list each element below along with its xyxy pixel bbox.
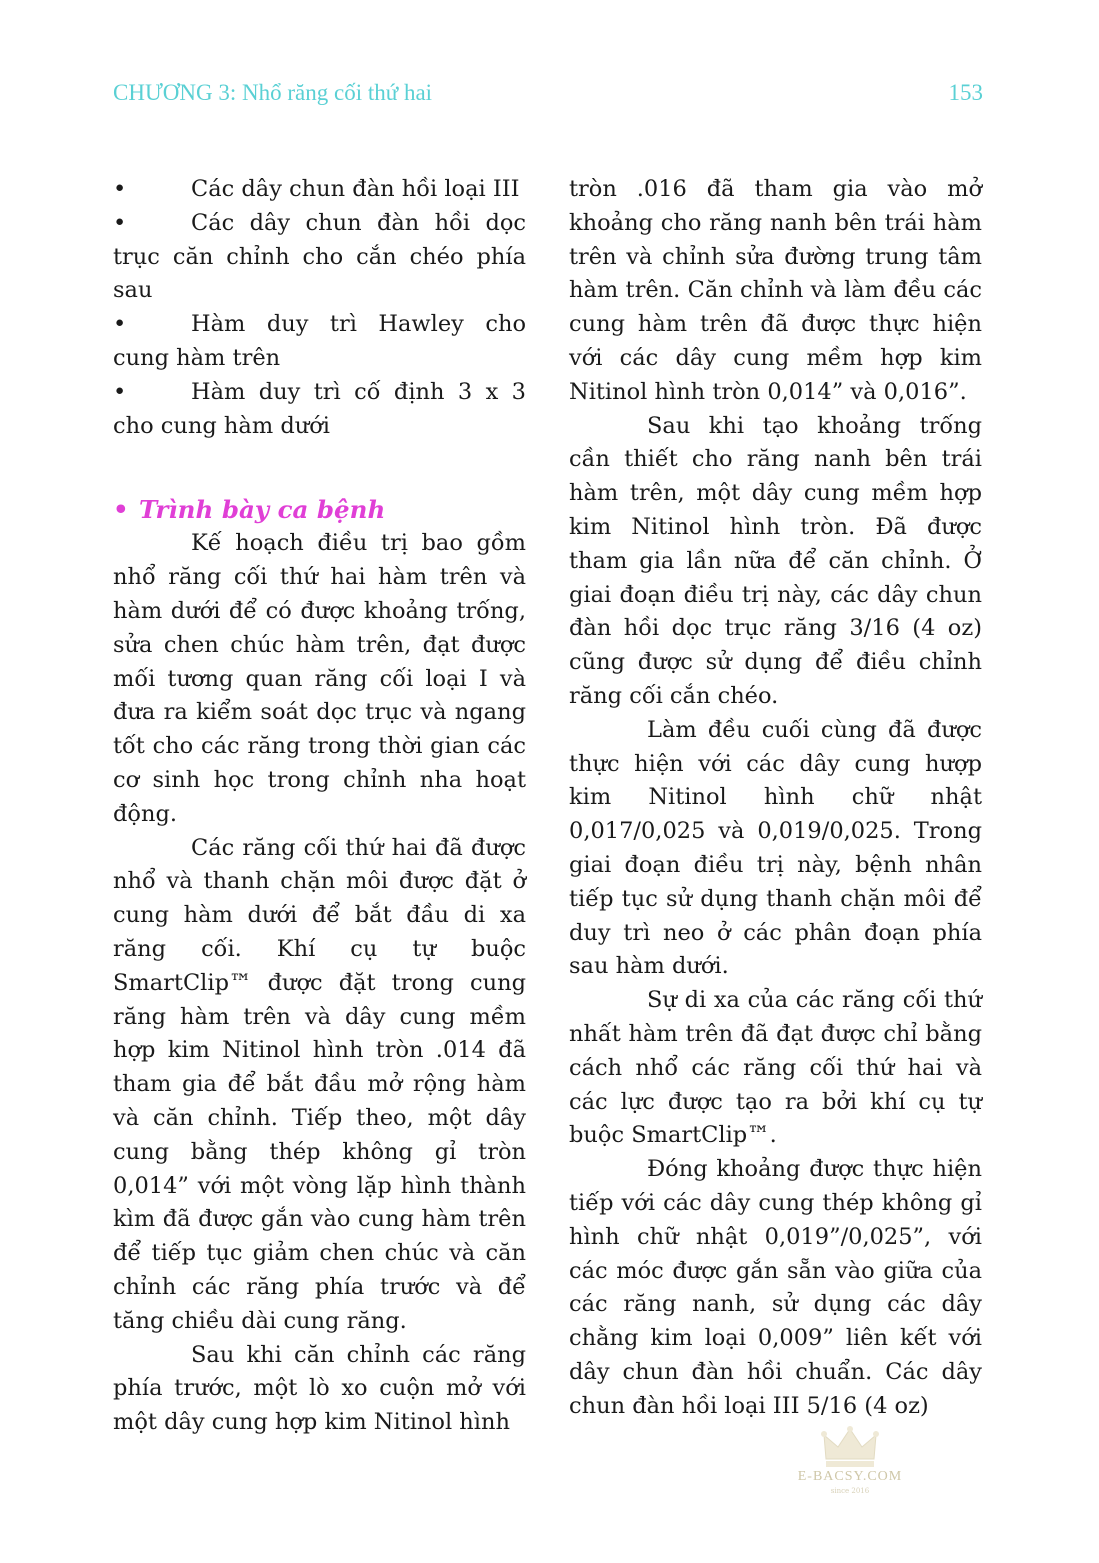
list-item: • Các dây chun đàn hồi dọc trục căn chỉnh cho cắn chéo phía sau [113,207,526,308]
chapter-title: CHƯƠNG 3: Nhổ răng cối thứ hai [113,80,433,105]
bullet-icon: • [113,311,127,338]
paragraph: Làm đều cuối cùng đã được thực hiện với các dây cung hượp kim Nitinol hình chữ nhật 0,017/0,025 và 0,019/0,025. Trong giai đoạn điều trị này, bệnh nhân tiếp tục sử dụng thanh chặn môi để duy trì neo ở các phân đoạn phía sau hàm dưới. [569,716,982,980]
bullet-icon: • [113,209,127,236]
watermark [780,1425,920,1535]
page-number: 153 [948,80,983,105]
bullet-icon: • [113,495,129,525]
paragraph: Các răng cối thứ hai đã được nhổ và thanh chặn môi được đặt ở cung hàm dưới để bắt đầu di xa răng cối. Khí cụ tự buộc SmartClip™ được đặt trong cung răng hàm trên và dây cung mềm hợp kim Nitinol hình tròn .014 đã tham gia để bắt đầu mở rộng hàm và căn chỉnh. Tiếp theo, một dây cung bằng thép không gỉ tròn 0,014” với một vòng lặp hình thành kìm đã được gắn vào cung hàm trên để tiếp tục giảm chen chúc và căn chỉnh các răng phía trước và để tăng chiều dài cung răng. [113,834,526,1334]
paragraph: Sau khi căn chỉnh các răng phía trước, một lò xo cuộn mở với một dây cung hợp kim Nitinol hình [113,1341,526,1436]
right-column [569,173,982,1423]
watermark-text: E-BACSY.COM [797,1469,903,1484]
bullet-icon: • [113,378,127,405]
bullet-list [113,173,526,443]
paragraph: Đóng khoảng được thực hiện tiếp với các dây cung thép không gỉ hình chữ nhật 0,019”/0,025”, với các móc được gắn sẵn vào giữa của các răng nanh, sử dụng các dây chằng kim loại 0,009” liên kết với dây chun đàn hồi chuẩn. Các dây chun đàn hồi loại III 5/16 (4 oz) [569,1156,982,1419]
section-heading: • Trình bày ca bệnh [113,493,526,527]
left-column [113,173,526,1440]
list-item: • Các dây chun đàn hồi loại III [113,173,526,207]
watermark-subtext: since 2016 [830,1487,870,1495]
paragraph: Kế hoạch điều trị bao gồm nhổ răng cối thứ hai hàm trên và hàm dưới để có được khoảng trống, sửa chen chúc hàm trên, đạt được mối tương quan răng cối loại I và đưa ra kiểm soát dọc trục và ngang tốt cho các răng trong thời gian các cơ sinh học trong chỉnh nha hoạt động. [113,530,526,827]
list-item: • Hàm duy trì cố định 3 x 3 cho cung hàm dưới [113,376,526,444]
crown-icon [820,1425,880,1469]
paragraph-continuation: tròn .016 đã tham gia vào mở khoảng cho răng nanh bên trái hàm trên và chỉnh sửa đường trung tâm hàm trên. Căn chỉnh và làm đều các cung hàm trên đã được thực hiện với các dây cung mềm hợp kim Nitinol hình tròn 0,014” và 0,016”. [569,176,982,405]
page-header [113,80,983,116]
list-item: • Hàm duy trì Hawley cho cung hàm trên [113,308,526,376]
bullet-icon: • [113,176,127,202]
paragraph: Sự di xa của các răng cối thứ nhất hàm trên đã đạt được chỉ bằng cách nhổ các răng cối thứ hai và các lực được tạo ra bởi khí cụ tự buộc SmartClip™. [569,987,982,1149]
paragraph: Sau khi tạo khoảng trống cần thiết cho răng nanh bên trái hàm trên, một dây cung mềm hợp kim Nitinol hình tròn. Đã được tham gia lần nữa để căn chỉnh. Ở giai đoạn điều trị này, các dây chun đàn hồi dọc trục răng 3/16 (4 oz) cũng được sử dụng để điều chỉnh răng cối cắn chéo. [569,412,982,709]
